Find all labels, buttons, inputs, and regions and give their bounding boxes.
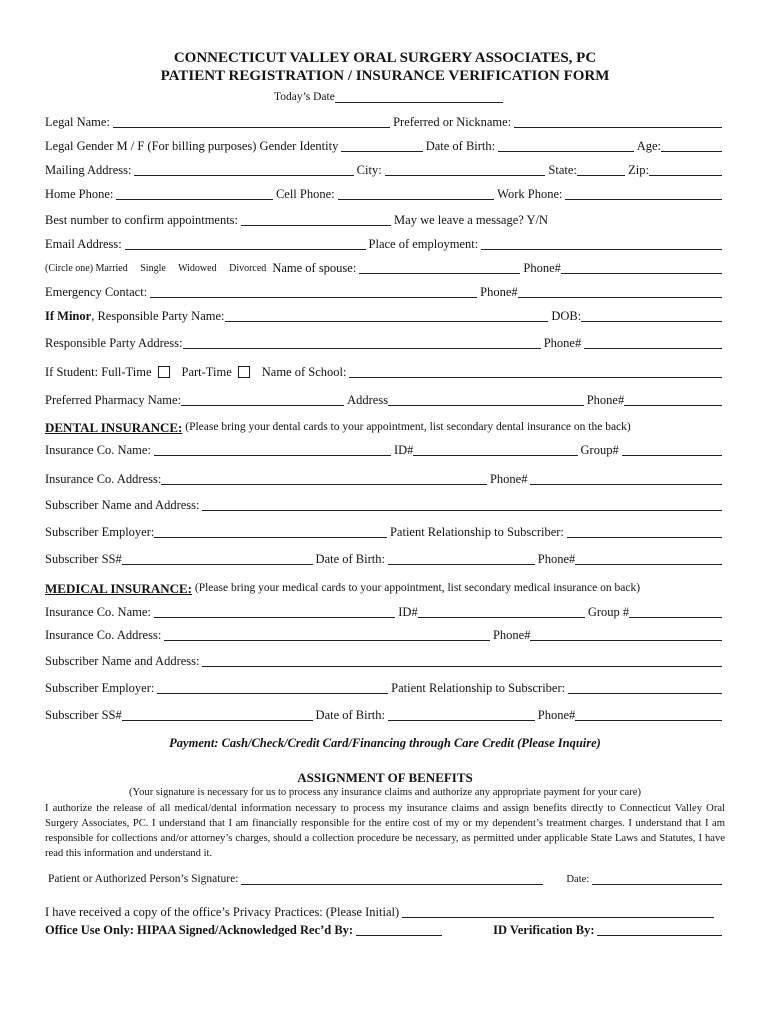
hipaa-label: Office Use Only: HIPAA Signed/Acknowledged Rec’d By: — [45, 923, 354, 937]
dental-insurance-note: (Please bring your dental cards to your appointment, list secondary dental insurance on the back) — [182, 421, 631, 433]
responsible-party-phone-label: Phone# — [543, 336, 582, 350]
home-phone-field[interactable] — [116, 188, 273, 200]
employment-label: Place of employment: — [368, 237, 479, 251]
school-name-label: Name of School: — [261, 365, 347, 379]
part-time-label: Part-Time — [181, 365, 232, 379]
medical-ins-address-label: Insurance Co. Address: — [45, 628, 162, 642]
medical-insurance-note: (Please bring your medical cards to your appointment, list secondary medical insurance on back) — [192, 582, 641, 594]
state-label: State: — [548, 163, 577, 177]
benefits-heading: ASSIGNMENT OF BENEFITS — [297, 770, 473, 785]
dental-subscriber-name-label: Subscriber Name and Address: — [45, 498, 200, 512]
minor-row — [45, 309, 725, 324]
benefits-paragraph: I authorize the release of all medical/dental information necessary to process my insurance claims and assign benefits directly to Connecticut Valley Oral Surgery Associates, PC. I understand that I am financially responsible for the entire cost of my or my dependent’s treatment charges. I understand that I am responsible for collections and/or attorney’s charges, should a collection procedure be necessary, as permitted under applicable State Laws and Statutes, I have read this information and understand it. — [45, 803, 725, 859]
best-number-field[interactable] — [241, 214, 391, 226]
dental-ins-address-field[interactable] — [161, 473, 487, 485]
dental-ss-row — [45, 552, 725, 567]
legal-name-field[interactable] — [113, 116, 390, 128]
dental-heading-row — [45, 420, 725, 435]
leave-message-label: May we leave a message? Y/N — [394, 213, 549, 227]
city-field[interactable] — [385, 164, 546, 176]
office-use-row — [45, 923, 725, 938]
dental-id-label: ID# — [393, 443, 414, 457]
preferred-name-label: Preferred or Nickname: — [393, 115, 512, 129]
medical-employer-field[interactable] — [157, 682, 388, 694]
dental-id-field[interactable] — [413, 444, 577, 456]
legal-name-row — [45, 115, 725, 130]
medical-id-field[interactable] — [418, 606, 585, 618]
spouse-name-label: Name of spouse: — [272, 261, 357, 275]
home-phone-label: Home Phone: — [45, 187, 114, 201]
spouse-name-field[interactable] — [359, 262, 520, 274]
todays-date-field[interactable] — [335, 91, 503, 103]
pharmacy-name-field[interactable] — [181, 394, 344, 406]
id-verification-field[interactable] — [597, 924, 722, 936]
medical-id-label: ID# — [398, 605, 418, 619]
dental-subscriber-name-field[interactable] — [202, 499, 722, 511]
dental-name-row — [45, 443, 725, 458]
form-title: PATIENT REGISTRATION / INSURANCE VERIFICATION FORM — [160, 68, 610, 84]
medical-name-row — [45, 605, 725, 620]
signature-field[interactable] — [241, 873, 543, 885]
hipaa-field[interactable] — [356, 924, 442, 936]
employment-field[interactable] — [481, 238, 722, 250]
legal-gender-label: Legal Gender M / F (For billing purposes) Gender Identity — [45, 139, 339, 153]
responsible-party-address-field[interactable] — [183, 337, 541, 349]
signature-date-label: Date: — [566, 874, 590, 885]
emergency-phone-field[interactable] — [518, 286, 722, 298]
dental-insurance-heading: DENTAL INSURANCE: — [45, 420, 183, 435]
signature-label: Patient or Authorized Person’s Signature: — [48, 873, 239, 885]
age-label: Age: — [636, 139, 661, 153]
medical-dob-label: Date of Birth: — [315, 708, 385, 722]
medical-employer-label: Subscriber Employer: — [45, 681, 155, 695]
responsible-party-name-label: , Responsible Party Name: — [91, 309, 225, 323]
cell-phone-label: Cell Phone: — [275, 187, 335, 201]
medical-dob-field[interactable] — [388, 709, 535, 721]
mailing-address-label: Mailing Address: — [45, 163, 132, 177]
medical-phone-label: Phone# — [492, 628, 531, 642]
responsible-party-phone-field[interactable] — [584, 337, 722, 349]
cell-phone-field[interactable] — [338, 188, 495, 200]
dental-ins-name-label: Insurance Co. Name: — [45, 443, 151, 457]
marital-row — [45, 261, 725, 276]
medical-subscriber-row — [45, 654, 725, 669]
phones-row — [45, 187, 725, 202]
emergency-row — [45, 285, 725, 300]
dental-address-row — [45, 472, 725, 487]
email-label: Email Address: — [45, 237, 122, 251]
medical-phone2-field[interactable] — [575, 709, 722, 721]
spouse-phone-label: Phone# — [523, 261, 561, 275]
part-time-checkbox[interactable] — [238, 366, 250, 378]
mailing-address-field[interactable] — [134, 164, 353, 176]
medical-employer-row — [45, 681, 725, 696]
dental-ins-address-label: Insurance Co. Address: — [45, 472, 162, 486]
emergency-phone-label: Phone# — [480, 285, 518, 299]
best-number-label: Best number to confirm appointments: — [45, 213, 239, 227]
if-minor-label: If Minor — [45, 309, 92, 323]
email-row — [45, 237, 725, 252]
pharmacy-name-label: Preferred Pharmacy Name: — [45, 393, 182, 407]
state-field[interactable] — [577, 164, 625, 176]
medical-subscriber-name-label: Subscriber Name and Address: — [45, 654, 200, 668]
privacy-received-label: I have received a copy of the office’s Privacy Practices: (Please Initial) — [45, 905, 400, 919]
student-row — [45, 365, 725, 380]
payment-note: Payment: Cash/Check/Credit Card/Financing through Care Credit (Please Inquire) — [169, 736, 601, 750]
pharmacy-row — [45, 393, 725, 408]
dental-phone-field[interactable] — [530, 473, 722, 485]
dental-employer-field[interactable] — [154, 526, 387, 538]
dental-ss-label: Subscriber SS# — [45, 552, 122, 566]
responsible-address-row — [45, 336, 725, 351]
minor-dob-field[interactable] — [581, 310, 722, 322]
medical-address-row — [45, 628, 725, 643]
medical-relationship-field[interactable] — [568, 682, 722, 694]
medical-ins-address-field[interactable] — [164, 629, 490, 641]
dental-relationship-field[interactable] — [567, 526, 722, 538]
pharmacy-phone-label: Phone# — [586, 393, 625, 407]
dental-ss-field[interactable] — [122, 553, 313, 565]
dob-field[interactable] — [498, 140, 634, 152]
dental-phone-label: Phone# — [489, 472, 528, 486]
pharmacy-phone-field[interactable] — [624, 394, 722, 406]
medical-ins-name-field[interactable] — [154, 606, 395, 618]
age-field[interactable] — [661, 140, 722, 152]
spouse-phone-field[interactable] — [561, 262, 722, 274]
work-phone-field[interactable] — [565, 188, 722, 200]
privacy-row — [45, 905, 717, 920]
best-number-row — [45, 213, 725, 228]
gender-row — [45, 139, 725, 154]
dob-label: Date of Birth: — [425, 139, 496, 153]
medical-phone-field[interactable] — [530, 629, 722, 641]
dental-dob-field[interactable] — [388, 553, 535, 565]
zip-label: Zip: — [628, 163, 649, 177]
dental-phone2-field[interactable] — [575, 553, 722, 565]
preferred-name-field[interactable] — [514, 116, 722, 128]
dental-relationship-label: Patient Relationship to Subscriber: — [389, 525, 564, 539]
dental-subscriber-row — [45, 498, 725, 513]
medical-ins-name-label: Insurance Co. Name: — [45, 605, 151, 619]
medical-heading-row — [45, 581, 725, 596]
dental-employer-row — [45, 525, 725, 540]
medical-phone2-label: Phone# — [537, 708, 576, 722]
school-name-field[interactable] — [349, 366, 722, 378]
medical-relationship-label: Patient Relationship to Subscriber: — [391, 681, 566, 695]
if-student-label: If Student: Full-Time — [45, 365, 152, 379]
todays-date-label: Today’s Date — [274, 91, 335, 103]
medical-ss-row — [45, 708, 725, 723]
legal-name-label: Legal Name: — [45, 115, 110, 129]
pharmacy-address-label: Address — [347, 393, 389, 407]
org-name: CONNECTICUT VALLEY ORAL SURGERY ASSOCIATES, PC — [173, 50, 597, 66]
dental-employer-label: Subscriber Employer: — [45, 525, 155, 539]
medical-ss-label: Subscriber SS# — [45, 708, 122, 722]
responsible-party-name-field[interactable] — [225, 310, 549, 322]
zip-field[interactable] — [649, 164, 722, 176]
minor-dob-label: DOB: — [551, 309, 582, 323]
pharmacy-address-field[interactable] — [388, 394, 584, 406]
responsible-party-address-label: Responsible Party Address: — [45, 336, 183, 350]
todays-date-row — [274, 90, 506, 105]
privacy-initial-field[interactable] — [402, 906, 714, 918]
id-verification-label: ID Verification By: — [493, 923, 595, 937]
medical-group-field[interactable] — [629, 606, 722, 618]
marital-status-options[interactable]: (Circle one) Married Single Widowed Divorced — [45, 263, 267, 274]
emergency-contact-label: Emergency Contact: — [45, 285, 148, 299]
dental-dob-label: Date of Birth: — [315, 552, 385, 566]
medical-ss-field[interactable] — [122, 709, 313, 721]
dental-group-field[interactable] — [622, 444, 722, 456]
dental-phone2-label: Phone# — [537, 552, 576, 566]
medical-insurance-heading: MEDICAL INSURANCE: — [45, 581, 192, 596]
signature-date-field[interactable] — [592, 873, 722, 885]
mailing-row — [45, 163, 725, 178]
city-label: City: — [356, 163, 382, 177]
dental-group-label: Group# — [580, 443, 619, 457]
gender-identity-field[interactable] — [341, 140, 422, 152]
dental-ins-name-field[interactable] — [154, 444, 391, 456]
medical-subscriber-name-field[interactable] — [202, 655, 722, 667]
benefits-subtitle: (Your signature is necessary for us to process any insurance claims and authorize any appropriate payment for your care) — [129, 787, 641, 798]
medical-group-label: Group # — [587, 605, 630, 619]
emergency-contact-field[interactable] — [150, 286, 477, 298]
signature-row — [48, 872, 725, 887]
work-phone-label: Work Phone: — [497, 187, 563, 201]
email-field[interactable] — [125, 238, 366, 250]
full-time-checkbox[interactable] — [158, 366, 170, 378]
